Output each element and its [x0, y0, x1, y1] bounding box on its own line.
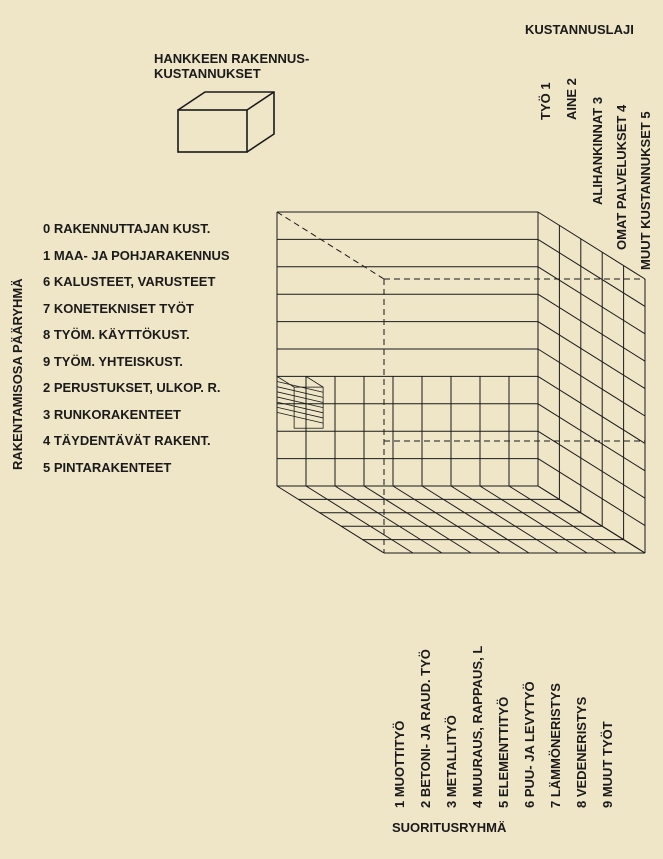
building-group-item: 4 TÄYDENTÄVÄT RAKENT. — [43, 433, 211, 448]
performance-group-label-7: 7 LÄMMÖNERISTYS — [548, 683, 563, 808]
performance-axis-title: SUORITUSRYHMÄ — [392, 820, 507, 835]
performance-group-label-2: 2 BETONI- JA RAUD. TYÖ — [418, 649, 433, 808]
performance-group-label-3: 3 METALLITYÖ — [444, 715, 459, 808]
main-cube — [277, 212, 645, 553]
cost-type-label-1: TYÖ 1 — [538, 82, 553, 120]
building-group-item: 5 PINTARAKENTEET — [43, 459, 172, 475]
building-group-item: 7 KONETEKNISET TYÖT — [43, 300, 194, 316]
building-group-item: 6 KALUSTEET, VARUSTEET — [43, 274, 216, 289]
cost-type-label-2: AINE 2 — [564, 78, 579, 120]
performance-group-label-8: 8 VEDENERISTYS — [574, 696, 589, 808]
cost-type-label-4: OMAT PALVELUKSET 4 — [614, 104, 629, 250]
cost-axis-title: KUSTANNUSLAJI — [525, 22, 634, 37]
performance-group-label-4: 4 MUURAUS, RAPPAUS, L — [470, 645, 485, 808]
building-group-item: 9 TYÖM. YHTEISKUST. — [43, 353, 183, 369]
building-group-item: 3 RUNKORAKENTEET — [43, 406, 181, 422]
building-group-item: 0 RAKENNUTTAJAN KUST. — [43, 221, 211, 236]
building-axis-title: RAKENTAMISOSA PÄÄRYHMÄ — [10, 278, 25, 470]
small-box-title-line-2: KUSTANNUKSET — [154, 66, 261, 81]
highlighted-cell — [277, 376, 323, 428]
cost-type-label-5: MUUT KUSTANNUKSET 5 — [638, 111, 653, 270]
small-box-title-line-1: HANKKEEN RAKENNUS- — [154, 51, 310, 66]
performance-group-label-6: 6 PUU- JA LEVYTYÖ — [522, 681, 537, 808]
performance-group-label-1: 1 MUOTTITYÖ — [392, 720, 407, 808]
building-group-item: 8 TYÖM. KÄYTTÖKUST. — [43, 327, 190, 342]
performance-group-label-5: 5 ELEMENTTITYÖ — [496, 696, 511, 808]
cost-type-label-3: ALIHANKINNAT 3 — [590, 96, 605, 205]
small-cost-cube — [178, 92, 274, 152]
building-group-item: 2 PERUSTUKSET, ULKOP. R. — [43, 380, 221, 395]
performance-group-label-9: 9 MUUT TYÖT — [600, 721, 615, 808]
building-group-item: 1 MAA- JA POHJARAKENNUS — [43, 247, 230, 263]
